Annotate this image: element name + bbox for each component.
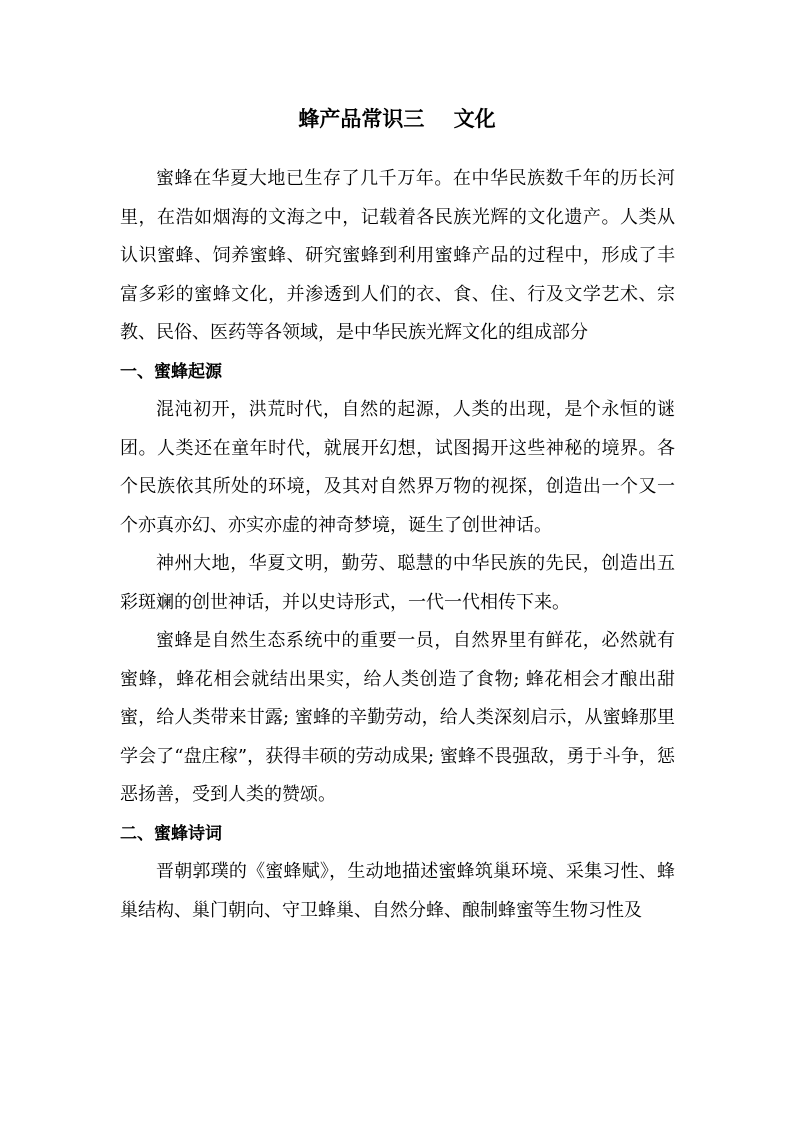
document-title: 蜂产品常识三 文化 xyxy=(298,106,496,131)
origin-paragraph-1: 混沌初开，洪荒时代，自然的起源，人类的出现，是个永恒的谜团。人类还在童年时代，就展开幻想，试图揭开这些神秘的境界。各个民族依其所处的环境，及其对自然界万物的视探，创造出一个又一个亦真亦幻、亦实亦虚的神奇梦境，诞生了创世神话。 xyxy=(120,399,675,536)
origin-paragraph-2: 神州大地，华夏文明，勤劳、聪慧的中华民族的先民，创造出五彩斑斓的创世神话，并以史诗形式，一代一代相传下来。 xyxy=(120,553,675,613)
section-heading-poetry: 二、蜜蜂诗词 xyxy=(120,823,222,844)
origin-paragraph-3: 蜜蜂是自然生态系统中的重要一员，自然界里有鲜花，必然就有蜜蜂，蜂花相会就结出果实，给人类创造了食物; 蜂花相会才酿出甜蜜，给人类带来甘露; 蜜蜂的辛勤劳动，给人类深刻启示，从蜜蜂那里学会了“盘庄稼”，获得丰硕的劳动成果; 蜜蜂不畏强敌，勇于斗争，惩恶扬善，受到人类的赞颂。 xyxy=(120,630,675,805)
intro-paragraph: 蜜蜂在华夏大地已生存了几千万年。在中华民族数千年的历长河里，在浩如烟海的文海之中，记载着各民族光辉的文化遗产。人类从认识蜜蜂、饲养蜜蜂、研究蜜蜂到利用蜜蜂产品的过程中，形成了丰富多彩的蜜蜂文化，并渗透到人们的衣、食、住、行及文学艺术、宗教、民俗、医药等各领域，是中华民族光辉文化的组成部分 xyxy=(120,168,675,343)
document-body xyxy=(120,160,675,930)
poetry-paragraph-1: 晋朝郭璞的《蜜蜂赋》，生动地描述蜜蜂筑巢环境、采集习性、蜂巢结构、巢门朝向、守卫蜂巢、自然分蜂、酿制蜂蜜等生物习性及 xyxy=(120,861,675,921)
section-heading-origin: 一、蜜蜂起源 xyxy=(120,361,222,382)
